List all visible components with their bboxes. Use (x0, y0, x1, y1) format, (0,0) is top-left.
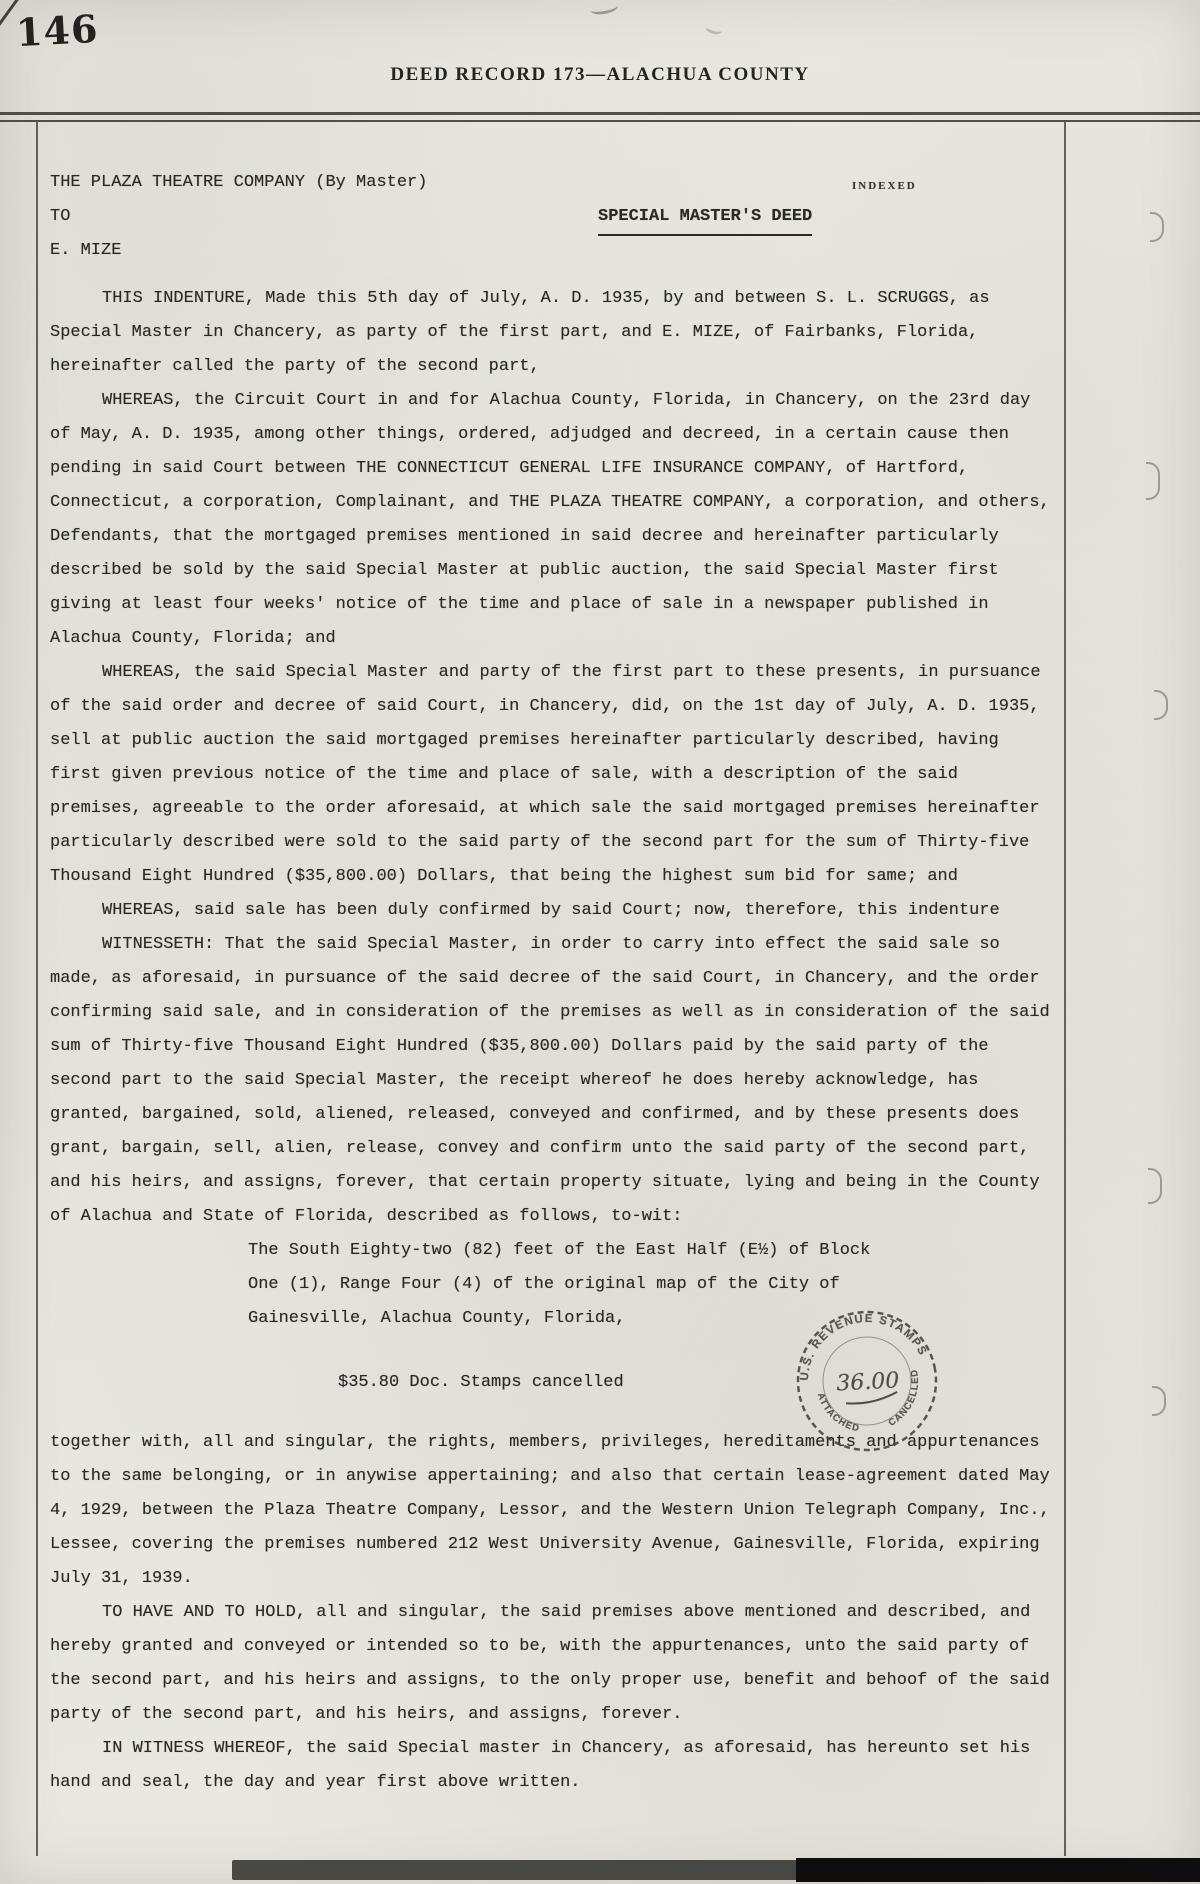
caption-row-grantor (50, 166, 1054, 200)
scan-artifact (1146, 462, 1160, 500)
double-rule (0, 112, 1200, 122)
scan-artifact (1154, 690, 1168, 720)
deed-paragraph: TO HAVE AND TO HOLD, all and singular, the said premises above mentioned and described, and hereby granted and conveyed or intended so to be, with the appurtenances, unto the said party of the second part, and his heirs and assigns, to the only proper use, benefit and behoof of the said party of the second part, and his heirs, and assigns, forever. (50, 1603, 1050, 1724)
bottom-scan-band (232, 1860, 798, 1880)
indexed-stamp: INDEXED (852, 180, 917, 192)
scan-artifact (1150, 212, 1164, 242)
scan-artifact (1148, 1168, 1162, 1204)
deed-caption (50, 166, 1054, 268)
scan-artifact (1152, 1386, 1166, 1416)
deed-paragraph: IN WITNESS WHEREOF, the said Special master in Chancery, as aforesaid, has hereunto set his hand and seal, the day and year first above written. (50, 1739, 1031, 1792)
to-label: TO (50, 207, 71, 226)
right-margin-rule (1064, 122, 1066, 1856)
stamp-arc-right-text: CANCELLED (886, 1368, 922, 1429)
deed-paragraph: WHEREAS, the Circuit Court in and for Alachua County, Florida, in Chancery, on the 23rd day of May, A. D. 1935, among other things, ordered, adjudged and decreed, in a certain cause then pending in said Court between THE CONNECTICUT GENERAL LIFE INSURANCE COMPANY, of Hartford, Connecticut, a corporation, Complainant, and THE PLAZA THEATRE COMPANY, a corporation, and others, Defendants, that the mortgaged premises mentioned in said decree and hereinafter particularly described be sold by the said Special Master at public auction, the said Special Master first giving at least four weeks' notice of the time and place of sale in a newspaper published in Alachua County, Florida; and (50, 391, 1050, 648)
left-margin-rule (36, 122, 38, 1856)
caption-row-to (50, 200, 1054, 234)
doc-stamps-note: $35.80 Doc. Stamps cancelled (338, 1373, 624, 1392)
page-number: 146 (14, 5, 100, 56)
stamp-arc-left-text: ATTACHED (814, 1391, 861, 1435)
property-description-line: The South Eighty-two (82) feet of the East Half (E½) of Block (248, 1241, 871, 1260)
revenue-stamp (778, 1292, 956, 1470)
revenue-stamp-value: 36.00 (835, 1368, 900, 1397)
revenue-stamp-seal (778, 1292, 956, 1470)
deed-paragraph: WHEREAS, said sale has been duly confirmed by said Court; now, therefore, this indenture (102, 901, 1000, 920)
caption-row-grantee (50, 234, 1054, 268)
property-description-line: Gainesville, Alachua County, Florida, (248, 1309, 626, 1328)
document-header: DEED RECORD 173—ALACHUA COUNTY (390, 64, 810, 85)
deed-paragraph: WITNESSETH: That the said Special Master, in order to carry into effect the said sale so made, as aforesaid, in pursuance of the said decree of the said Court, in Chancery, and the order confirming said sale, and in consideration of the premises as well as in consideration of the said sum of Thirty-five Thousand Eight Hundred ($35,800.00) Dollars paid by the said party of the second part to the said Special Master, the receipt whereof he does hereby acknowledge, has granted, bargained, sold, aliened, released, conveyed and confirmed, and by these presents does grant, bargain, sell, alien, release, convey and confirm unto the said party of the second part, and his heirs, and assigns, forever, that certain property situate, lying and being in the County of Alachua and State of Florida, described as follows, to-wit: (50, 935, 1050, 1226)
bottom-scan-band (796, 1858, 1200, 1882)
grantor-name: THE PLAZA THEATRE COMPANY (By Master) (50, 173, 428, 192)
property-description (248, 1234, 1054, 1336)
deed-paragraph: together with, all and singular, the rights, members, privileges, hereditaments and appurtenances to the same belonging, or in anywise appertaining; and also that certain lease-agreement dated May 4, 1929, between the Plaza Theatre Company, Lessor, and the Western Union Telegraph Company, Inc., Lessee, covering the premises numbered 212 West University Avenue, Gainesville, Florida, expiring July 31, 1939. (50, 1433, 1050, 1588)
deed-title: SPECIAL MASTER'S DEED (598, 200, 812, 236)
deed-text-block (50, 166, 1054, 1800)
property-description-line: One (1), Range Four (4) of the original map of the City of (248, 1275, 840, 1294)
deed-paragraph: WHEREAS, the said Special Master and party of the first part to these presents, in pursuance of the said order and decree of said Court, in Chancery, did, on the 1st day of July, A. D. 1935, sell at public auction the said mortgaged premises hereinafter particularly described, having first given previous notice of the time and place of sale, with a description of the said premises, agreeable to the order aforesaid, at which sale the said mortgaged premises hereinafter particularly described were sold to the said party of the second part for the sum of Thirty-five Thousand Eight Hundred ($35,800.00) Dollars, that being the highest sum bid for same; and (50, 663, 1041, 886)
grantee-name: E. MIZE (50, 241, 122, 260)
scan-artifact (705, 22, 723, 36)
stamp-arc-top-text: U.S. REVENUE STAMPS (798, 1312, 929, 1382)
scan-artifact (589, 0, 619, 16)
deed-paragraph: THIS INDENTURE, Made this 5th day of July, A. D. 1935, by and between S. L. SCRUGGS, as Special Master in Chancery, as party of the first part, and E. MIZE, of Fairbanks, Florida, hereinafter called the party of the second part, (50, 289, 990, 376)
